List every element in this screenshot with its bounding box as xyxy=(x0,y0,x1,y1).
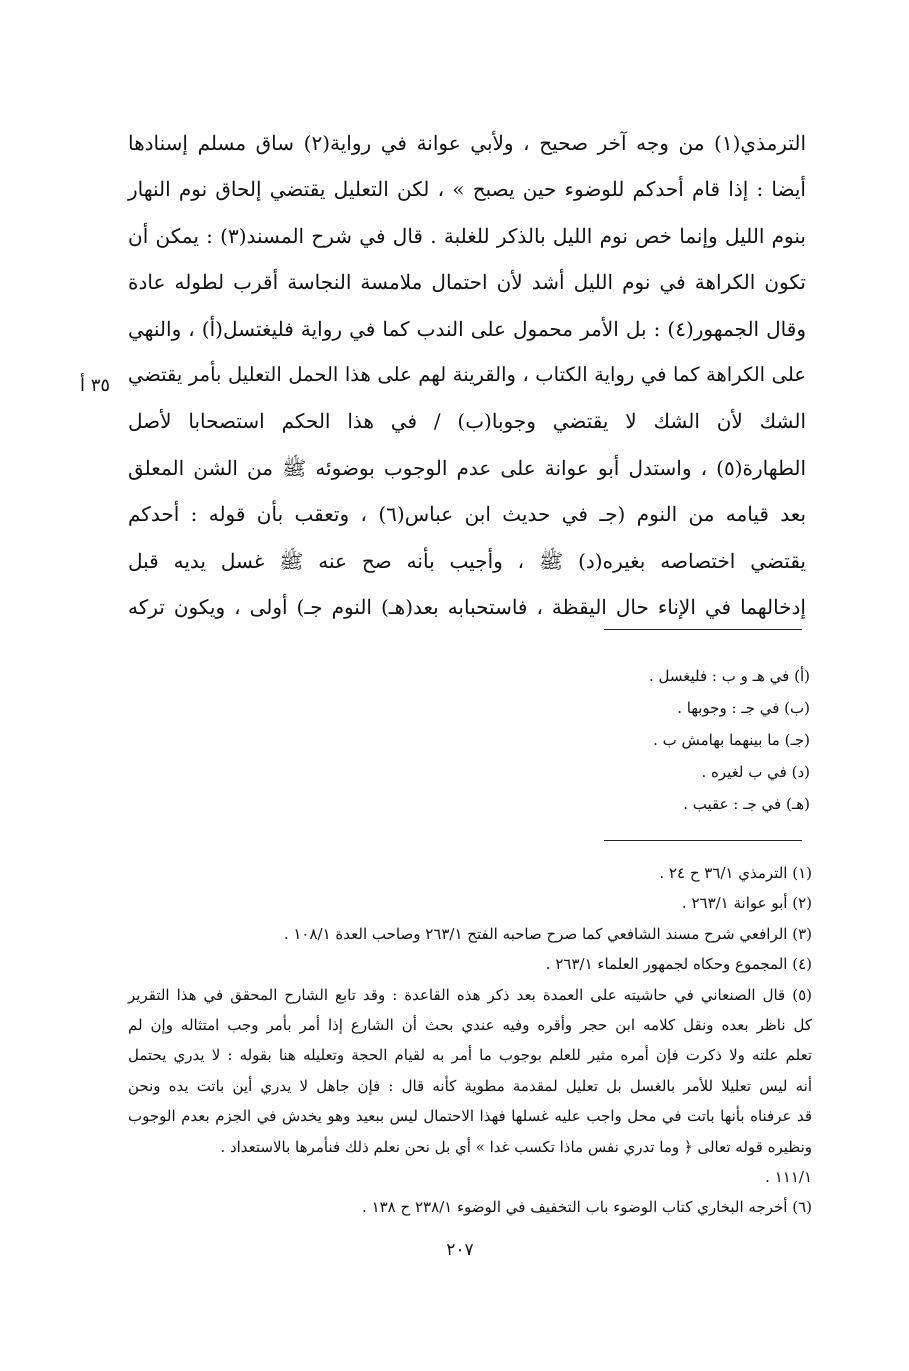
footnote-line: ونظيره قوله تعالى ﴿ وما تدري نفس ماذا تكسب غدا » أي بل نحن نعلم ذلك فنأمرها بالاستعداد . xyxy=(220,1137,812,1156)
page-number: ٢٠٧ xyxy=(446,1240,474,1260)
manuscript-variants xyxy=(300,660,810,820)
footnote-line: كل ناظر بعده ونقل كلامه ابن حجر وأقره وفيه عندي بحث أن الشارع إذا أمر بأمر وجب امتثاله وإن لم xyxy=(128,1015,812,1034)
footnote-line: تعلم علته ولا ذكرت فإن أمره مثير للعلم بوجوب ما أمر به لقيام الحجة وتعليله هنا بقوله : لا يدري يحتمل xyxy=(128,1046,813,1065)
variant-note: (د) في ب لغيره . xyxy=(701,763,810,781)
footnote-line: أنه ليس تعليلا للأمر بالغسل بل تعليل لمقدمة مطوية كأنه قال : فإن جاهل لا يدري أين باتت يده ونحن xyxy=(128,1076,812,1095)
manuscript-folio-marker: ٣٥ أ xyxy=(79,375,111,396)
variants-divider xyxy=(604,629,802,630)
main-text-line: على الكراهة كما في رواية الكتاب ، والقرينة لهم على هذا الحمل التعليل بأمر يقتضي xyxy=(128,362,806,386)
variant-note: (هـ) في جـ : عقيب . xyxy=(683,795,810,813)
main-text-line: يقتضي اختصاصه بغيره(د) ﷺ ، وأجيب بأنه صح عنه ﷺ غسل يديه قبل xyxy=(128,548,806,573)
footnote-line: (٥) قال الصنعاني في حاشيته على العمدة بعد ذكر هذه القاعدة : وقد تابع الشارح المحقق في هذا التقرير xyxy=(128,985,812,1004)
footnote-line: قد عرفناه بأنها باتت في محل واجب عليه غسلها فهذا الاحتمال ليس ببعيد وهو يخدش في الجزم بعدم الوجوب xyxy=(128,1107,812,1126)
footnote-line: (٣) الرافعي شرح مسند الشافعي كما صرح صاحبه الفتح ٢٦٣/١ وصاحب العدة ١٠٨/١ . xyxy=(283,924,812,943)
main-text-line: بنوم الليل وإنما خص نوم الليل بالذكر للغلبة . قال في شرح المسند(٣) : يمكن أن xyxy=(128,223,806,248)
footnote-line: (١) الترمذي ٣٦/١ ح ٢٤ . xyxy=(659,864,812,882)
variant-note: (ب) في جـ : وجوبها . xyxy=(677,699,810,717)
main-text xyxy=(128,120,806,630)
variant-note: (جـ) ما بينهما بهامش ب . xyxy=(653,731,810,749)
main-text-line: تكون الكراهة في نوم الليل أشد لأن احتمال ملامسة النجاسة أقرب لطوله عادة xyxy=(128,270,806,295)
main-text-line: الطهارة(٥) ، واستدل أبو عوانة على عدم الوجوب بوضوئه ﷺ من الشن المعلق xyxy=(128,455,806,480)
footnote-line: (٤) المجموع وحكاه لجمهور العلماء ٢٦٣/١ . xyxy=(545,955,812,974)
main-text-line: إدخالهما في الإناء حال اليقظة ، فاستحبابه بعد(هـ) النوم جـ) أولى ، ويكون تركه xyxy=(128,594,806,619)
footnotes xyxy=(128,858,812,1223)
main-text-line: أيضا : إذا قام أحدكم للوضوء حين يصبح » ، لكن التعليل يقتضي إلحاق نوم النهار xyxy=(128,177,806,202)
main-text-line: الشك لأن الشك لا يقتضي وجوبا(ب) / في هذا الحكم استصحابا لأصل xyxy=(128,409,806,434)
footnotes-divider xyxy=(604,840,802,841)
main-text-line: الترمذي(١) من وجه آخر صحيح ، ولأبي عوانة في رواية(٢) ساق مسلم إسنادها xyxy=(128,131,806,155)
footnote-line: (٢) أبو عوانة ٢٦٣/١ . xyxy=(681,894,812,913)
footnote-line: ١١١/١ . xyxy=(765,1167,812,1186)
main-text-line: بعد قيامه من النوم (جـ في حديث ابن عباس(٦) ، وتعقب بأن قوله : أحدكم xyxy=(128,502,807,527)
variant-note: (أ) في هـ و ب : فليغسل . xyxy=(648,667,810,685)
main-text-line: وقال الجمهور(٤) : بل الأمر محمول على الندب كما في رواية فليغتسل(أ) ، والنهي xyxy=(128,316,806,341)
footnote-line: (٦) أخرجه البخاري كتاب الوضوء باب التخفيف في الوضوء ٢٣٨/١ ح ١٣٨ . xyxy=(362,1198,812,1217)
